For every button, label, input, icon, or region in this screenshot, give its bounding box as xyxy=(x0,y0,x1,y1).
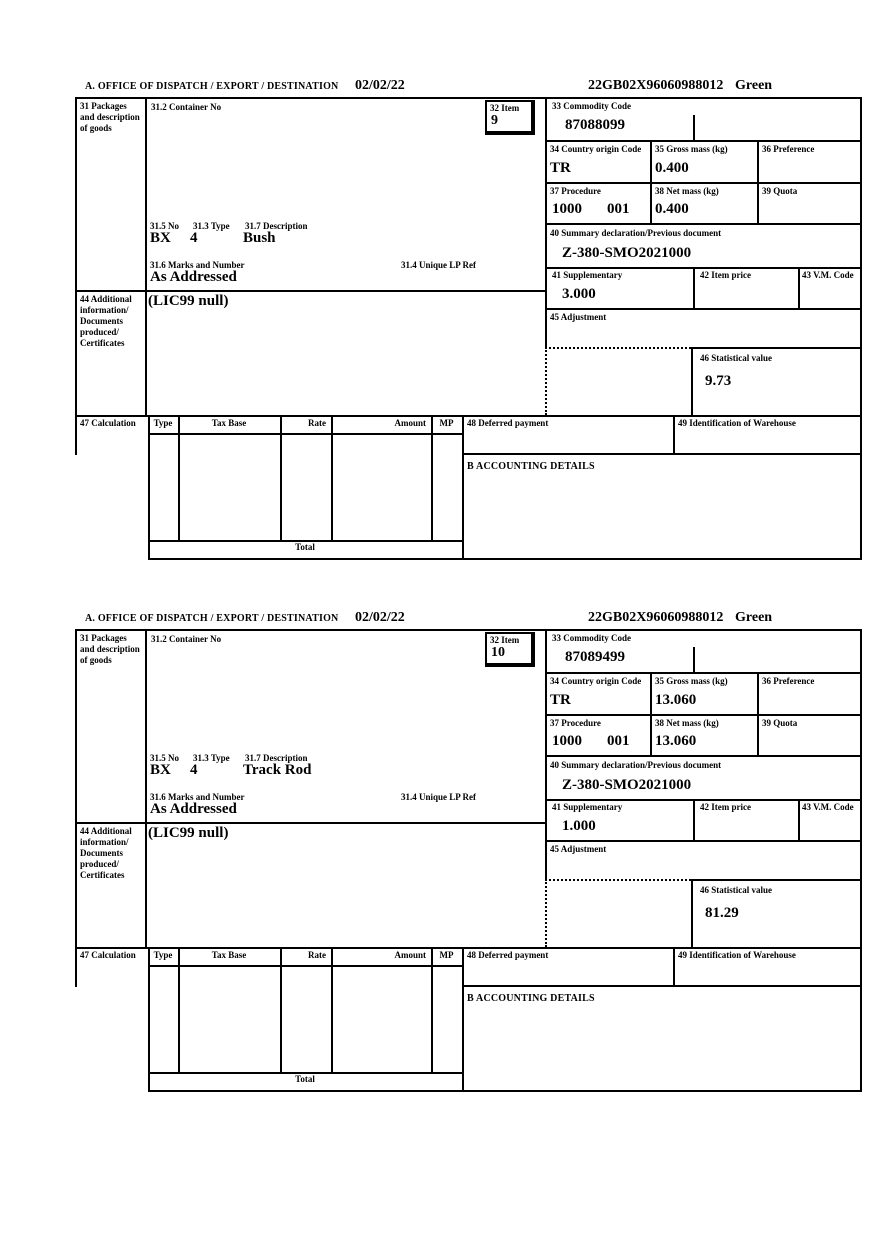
col-header-amount: Amount xyxy=(394,950,426,960)
border-line xyxy=(178,415,180,540)
item-box xyxy=(485,100,535,135)
calculation-label: 47 Calculation xyxy=(80,418,136,428)
col-header-mp: MP xyxy=(439,950,454,960)
item-number: 9 xyxy=(491,113,498,128)
border-line xyxy=(757,672,759,755)
summary-declaration-label: 40 Summary declaration/Previous document xyxy=(550,228,722,238)
border-line xyxy=(75,629,77,987)
total-label: Total xyxy=(295,542,315,552)
item-label: 32 Item xyxy=(490,103,520,113)
border-line xyxy=(75,97,862,99)
commodity-code-label: 33 Commodity Code xyxy=(552,633,631,643)
dotted-border-line xyxy=(545,879,547,947)
warehouse-id-label: 49 Identification of Warehouse xyxy=(678,418,796,428)
col-header-mp: MP xyxy=(439,418,454,428)
additional-info-label: 44 Additional information/ Documents produced/ Certificates xyxy=(80,294,132,348)
additional-info-value: (LIC99 null) xyxy=(148,293,229,309)
unique-lp-ref-label: 31.4 Unique LP Ref xyxy=(401,260,477,270)
statistical-value: 81.29 xyxy=(705,905,739,921)
procedure-label: 37 Procedure xyxy=(550,718,601,728)
description-label: 31.7 Description xyxy=(245,753,308,763)
border-line xyxy=(545,755,862,757)
package-type-value: 4 xyxy=(190,762,198,778)
dotted-border-line xyxy=(545,347,691,349)
unique-lp-ref-label: 31.4 Unique LP Ref xyxy=(401,792,477,802)
border-line xyxy=(280,947,282,1072)
border-line xyxy=(462,947,464,1090)
procedure-ext-value: 001 xyxy=(607,733,630,749)
quota-label: 39 Quota xyxy=(762,718,798,728)
item-price-label: 42 Item price xyxy=(700,270,751,280)
border-line xyxy=(691,879,862,881)
packages-description-label: 31 Packages and description of goods xyxy=(80,101,140,133)
net-mass-label: 38 Net mass (kg) xyxy=(655,718,719,728)
border-line xyxy=(545,799,862,801)
col-header-type: Type xyxy=(153,950,173,960)
border-line xyxy=(693,799,695,840)
item-box xyxy=(485,632,535,667)
gross-mass-label: 35 Gross mass (kg) xyxy=(655,144,728,154)
dotted-border-line xyxy=(545,347,547,415)
item-number: 10 xyxy=(491,645,505,660)
border-line xyxy=(431,415,433,540)
country-origin-label: 34 Country origin Code xyxy=(550,144,642,154)
border-line xyxy=(331,947,333,1072)
country-origin-value: TR xyxy=(550,692,571,708)
border-line xyxy=(75,947,862,949)
border-line xyxy=(860,629,862,1090)
package-type-label: 31.3 Type xyxy=(193,753,230,763)
declaration-reference: 22GB02X96060988012 xyxy=(588,78,724,93)
supplementary-value: 3.000 xyxy=(562,286,596,302)
border-line xyxy=(331,415,333,540)
container-no-label: 31.2 Container No xyxy=(151,634,222,644)
commodity-code-value: 87089499 xyxy=(565,649,625,665)
additional-info-value: (LIC99 null) xyxy=(148,825,229,841)
border-line xyxy=(860,97,862,558)
description-label: 31.7 Description xyxy=(245,221,308,231)
package-no-value: BX xyxy=(150,762,171,778)
declaration-date: 02/02/22 xyxy=(355,610,405,625)
border-line xyxy=(693,267,695,308)
statistical-value-label: 46 Statistical value xyxy=(700,353,772,363)
calculation-label: 47 Calculation xyxy=(80,950,136,960)
marks-number-value: As Addressed xyxy=(150,801,237,817)
package-type-value: 4 xyxy=(190,230,198,246)
office-of-dispatch-label: A. OFFICE OF DISPATCH / EXPORT / DESTINATION xyxy=(85,613,339,624)
border-line xyxy=(691,879,693,947)
previous-document-value: Z-380-SMO2021000 xyxy=(562,245,692,261)
border-line xyxy=(75,290,545,292)
border-line xyxy=(545,840,862,842)
vm-code-label: 43 V.M. Code xyxy=(802,270,854,280)
declaration-reference: 22GB02X96060988012 xyxy=(588,610,724,625)
accounting-details-label: B ACCOUNTING DETAILS xyxy=(467,461,595,472)
procedure-value: 1000 xyxy=(552,201,582,217)
previous-document-value: Z-380-SMO2021000 xyxy=(562,777,692,793)
border-line xyxy=(673,947,675,985)
net-mass-value: 13.060 xyxy=(655,733,697,749)
net-mass-value: 0.400 xyxy=(655,201,689,217)
border-line xyxy=(545,672,862,674)
goods-description-value: Track Rod xyxy=(243,762,312,778)
commodity-code-divider xyxy=(693,647,695,672)
office-of-dispatch-label: A. OFFICE OF DISPATCH / EXPORT / DESTINATION xyxy=(85,81,339,92)
border-line xyxy=(545,140,862,142)
col-header-type: Type xyxy=(153,418,173,428)
procedure-ext-value: 001 xyxy=(607,201,630,217)
marks-number-label: 31.6 Marks and Number xyxy=(150,260,245,270)
col-header-tax-base: Tax Base xyxy=(211,418,247,428)
procedure-label: 37 Procedure xyxy=(550,186,601,196)
warehouse-id-label: 49 Identification of Warehouse xyxy=(678,950,796,960)
declaration-item-block xyxy=(0,77,882,567)
declaration-date: 02/02/22 xyxy=(355,78,405,93)
dotted-border-line xyxy=(545,879,691,881)
preference-label: 36 Preference xyxy=(762,144,815,154)
border-line xyxy=(148,1090,862,1092)
gross-mass-value: 13.060 xyxy=(655,692,697,708)
item-label: 32 Item xyxy=(490,635,520,645)
routing-status: Green xyxy=(735,610,773,625)
package-no-label: 31.5 No xyxy=(150,221,179,231)
marks-number-value: As Addressed xyxy=(150,269,237,285)
border-line xyxy=(462,415,464,558)
gross-mass-label: 35 Gross mass (kg) xyxy=(655,676,728,686)
commodity-code-label: 33 Commodity Code xyxy=(552,101,631,111)
goods-description-value: Bush xyxy=(243,230,276,246)
border-line xyxy=(545,714,862,716)
summary-declaration-label: 40 Summary declaration/Previous document xyxy=(550,760,722,770)
border-line xyxy=(148,558,862,560)
additional-info-label: 44 Additional information/ Documents produced/ Certificates xyxy=(80,826,132,880)
supplementary-label: 41 Supplementary xyxy=(552,802,623,812)
country-origin-label: 34 Country origin Code xyxy=(550,676,642,686)
marks-number-label: 31.6 Marks and Number xyxy=(150,792,245,802)
border-line xyxy=(148,965,462,967)
gross-mass-value: 0.400 xyxy=(655,160,689,176)
border-line xyxy=(462,453,862,455)
deferred-payment-label: 48 Deferred payment xyxy=(467,418,549,428)
border-line xyxy=(145,629,147,947)
commodity-code-divider xyxy=(693,115,695,140)
preference-label: 36 Preference xyxy=(762,676,815,686)
border-line xyxy=(673,415,675,453)
declaration-item-block xyxy=(0,609,882,1099)
vm-code-label: 43 V.M. Code xyxy=(802,802,854,812)
border-line xyxy=(650,672,652,755)
adjustment-label: 45 Adjustment xyxy=(550,844,607,854)
deferred-payment-label: 48 Deferred payment xyxy=(467,950,549,960)
border-line xyxy=(545,267,862,269)
total-label: Total xyxy=(295,1074,315,1084)
border-line xyxy=(75,822,545,824)
border-line xyxy=(691,347,693,415)
procedure-value: 1000 xyxy=(552,733,582,749)
border-line xyxy=(545,223,862,225)
border-line xyxy=(148,433,462,435)
border-line xyxy=(431,947,433,1072)
border-line xyxy=(280,415,282,540)
statistical-value-label: 46 Statistical value xyxy=(700,885,772,895)
item-price-label: 42 Item price xyxy=(700,802,751,812)
border-line xyxy=(757,140,759,223)
border-line xyxy=(148,947,150,1090)
border-line xyxy=(650,140,652,223)
border-line xyxy=(75,629,862,631)
border-line xyxy=(75,97,77,455)
border-line xyxy=(545,308,862,310)
col-header-amount: Amount xyxy=(394,418,426,428)
border-line xyxy=(178,947,180,1072)
supplementary-label: 41 Supplementary xyxy=(552,270,623,280)
routing-status: Green xyxy=(735,78,773,93)
border-line xyxy=(545,182,862,184)
border-line xyxy=(75,415,862,417)
statistical-value: 9.73 xyxy=(705,373,732,389)
country-origin-value: TR xyxy=(550,160,571,176)
packages-description-label: 31 Packages and description of goods xyxy=(80,633,140,665)
col-header-tax-base: Tax Base xyxy=(211,950,247,960)
commodity-code-value: 87088099 xyxy=(565,117,625,133)
accounting-details-label: B ACCOUNTING DETAILS xyxy=(467,993,595,1004)
border-line xyxy=(462,985,862,987)
border-line xyxy=(148,415,150,558)
net-mass-label: 38 Net mass (kg) xyxy=(655,186,719,196)
border-line xyxy=(691,347,862,349)
quota-label: 39 Quota xyxy=(762,186,798,196)
border-line xyxy=(798,267,800,308)
border-line xyxy=(798,799,800,840)
package-no-value: BX xyxy=(150,230,171,246)
border-line xyxy=(145,97,147,415)
package-no-label: 31.5 No xyxy=(150,753,179,763)
container-no-label: 31.2 Container No xyxy=(151,102,222,112)
package-type-label: 31.3 Type xyxy=(193,221,230,231)
col-header-rate: Rate xyxy=(308,950,326,960)
supplementary-value: 1.000 xyxy=(562,818,596,834)
col-header-rate: Rate xyxy=(308,418,326,428)
adjustment-label: 45 Adjustment xyxy=(550,312,607,322)
